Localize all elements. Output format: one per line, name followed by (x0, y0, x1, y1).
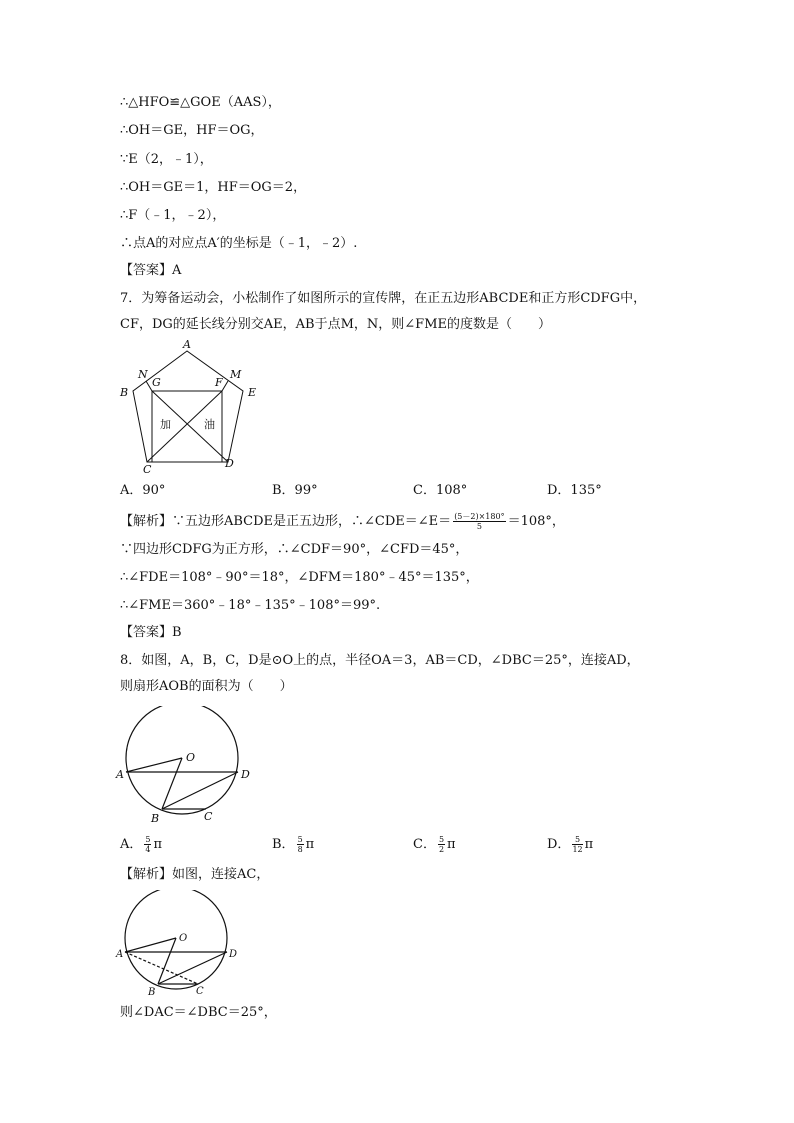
label-e: E (248, 386, 257, 399)
option-fraction (438, 835, 445, 854)
label-a: A (183, 338, 191, 351)
frac-den: 4 (145, 845, 151, 854)
q6-line-3: ∵E（2，﹣1）， (120, 152, 213, 167)
q8-solution-intro: 【解析】如图，连接AC， (120, 867, 270, 882)
q6-line-5: ∴F（﹣1，﹣2）， (120, 208, 226, 223)
q7-sol1-prefix: 【解析】∵五边形ABCDE是正五边形，∴∠CDE＝∠E＝ (120, 514, 452, 529)
label-a: A (116, 949, 124, 960)
label-c: C (204, 810, 213, 823)
q8-option-c (413, 835, 456, 854)
q7-solution-line-1 (120, 512, 565, 531)
option-fraction (144, 835, 151, 854)
frac-den: 8 (297, 845, 303, 854)
option-pi: π (584, 837, 594, 852)
figure-char-jia: 加 (160, 418, 171, 431)
frac-num: 5 (572, 835, 582, 845)
label-c: C (143, 463, 152, 476)
q6-line-1: ∴△HFO≌△GOE（AAS）， (120, 95, 281, 110)
q8-option-a (120, 835, 162, 854)
q6-line-6: ∴点A的对应点A′的坐标是（﹣1，﹣2）. (120, 236, 358, 251)
label-d: D (241, 768, 250, 781)
pentagon-abcde (133, 351, 243, 462)
frac-den: 2 (438, 845, 445, 854)
option-letter: B． (272, 837, 295, 852)
q8-stem-line-1: 8．如图，A，B，C，D是⊙O上的点，半径OA＝3，AB＝CD，∠DBC＝25°，连接AD， (120, 653, 640, 668)
q7-sol1-fraction (453, 512, 505, 531)
q8-stem-line-2: 则扇形AOB的面积为（ ） (120, 679, 293, 694)
q7-option-a: A．90° (120, 483, 166, 498)
frac-den: 12 (572, 845, 583, 854)
circle-o (126, 706, 238, 814)
label-m: M (230, 368, 242, 381)
q6-line-2: ∴OH＝GE，HF＝OG， (120, 123, 264, 138)
label-n: N (138, 368, 148, 381)
q7-option-c: C．108° (413, 483, 468, 498)
segment-oa (125, 938, 176, 952)
segment-oa (126, 758, 182, 772)
q7-pentagon-figure (112, 336, 272, 476)
q8-solution-last: 则∠DAC＝∠DBC＝25°， (120, 1005, 277, 1020)
q7-solution-line-4: ∴∠FME＝360°﹣18°﹣135°﹣108°＝99°. (120, 598, 381, 613)
q7-option-b: B．99° (272, 483, 318, 498)
frac-num: 5 (438, 835, 445, 844)
label-b: B (151, 812, 160, 825)
option-fraction (572, 835, 582, 854)
label-f: F (215, 376, 223, 389)
option-pi: π (447, 837, 456, 852)
q7-sol1-frac-num: (5－2)×180° (454, 512, 505, 521)
q7-solution-line-2: ∵四边形CDFG为正方形，∴∠CDF＝90°，∠CFD＝45°， (120, 542, 469, 557)
label-b: B (148, 987, 156, 998)
option-letter: D． (547, 837, 571, 852)
q7-answer: 【答案】B (120, 625, 182, 640)
label-c: C (196, 986, 204, 997)
q6-answer: 【答案】A (120, 263, 182, 278)
figure-char-you: 油 (204, 418, 215, 431)
label-o: O (179, 933, 188, 944)
option-letter: C． (413, 837, 436, 852)
frac-num: 5 (297, 835, 303, 844)
q7-stem-line-1: 7．为筹备运动会，小松制作了如图所示的宣传牌，在正五边形ABCDE和正方形CDFG中， (120, 291, 647, 306)
label-d: D (229, 949, 238, 960)
q6-line-4: ∴OH＝GE＝1，HF＝OG＝2， (120, 180, 307, 195)
q8-option-b (272, 835, 314, 854)
segment-bd (162, 772, 238, 809)
option-pi: π (153, 837, 163, 852)
option-pi: π (305, 837, 315, 852)
q8-circle-figure (114, 706, 256, 826)
q7-solution-line-3: ∴∠FDE＝108°﹣90°＝18°，∠DFM＝180°﹣45°＝135°， (120, 570, 479, 585)
q8-option-d (547, 835, 593, 854)
q8-solution-figure (114, 890, 246, 998)
q7-sol1-frac-den: 5 (476, 522, 482, 531)
option-fraction (297, 835, 304, 854)
label-d: D (225, 457, 234, 470)
label-o: O (186, 751, 196, 764)
label-a: A (116, 768, 124, 781)
option-letter: A． (120, 837, 143, 852)
frac-num: 5 (145, 835, 151, 844)
label-g: G (152, 376, 161, 389)
dashed-ac (125, 952, 198, 984)
q7-option-d: D．135° (547, 483, 602, 498)
q7-sol1-suffix: ＝108°， (507, 514, 565, 529)
q7-stem-line-2: CF，DG的延长线分别交AE，AB于点M，N，则∠FME的度数是（ ） (120, 317, 551, 332)
label-b: B (120, 386, 129, 399)
